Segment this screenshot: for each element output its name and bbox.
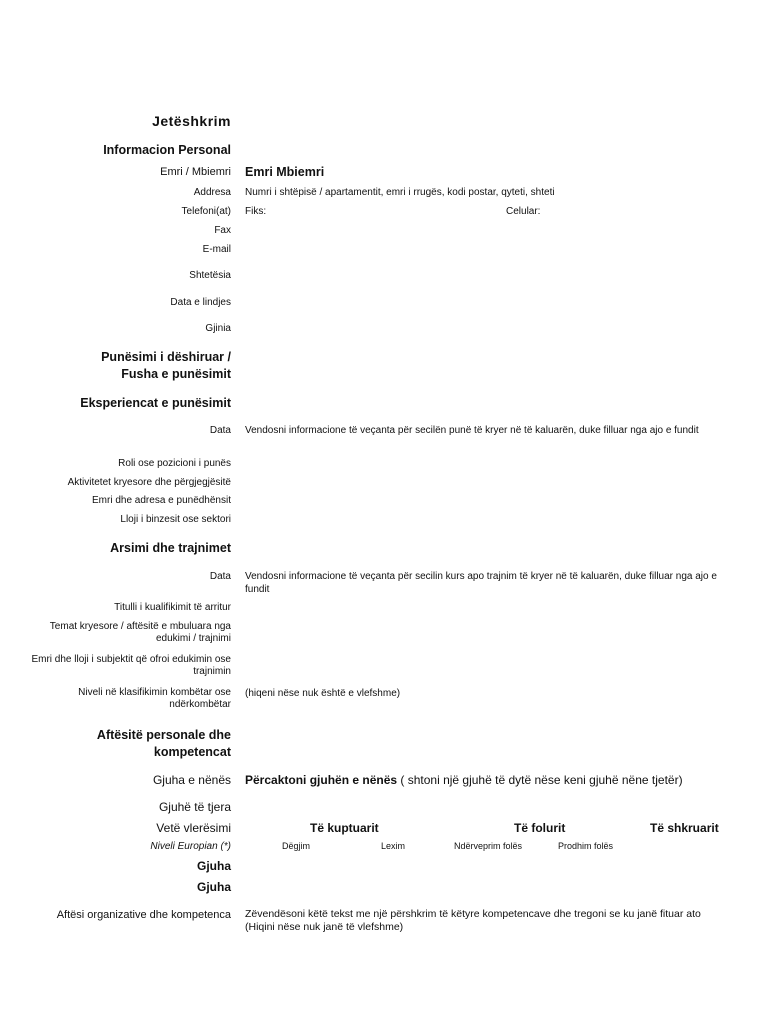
experience-heading: Eksperiencat e punësimit [80, 396, 231, 410]
education-date-label: Data [209, 571, 231, 582]
gender-label: Gjinia [205, 323, 231, 334]
classification-level-value: (hiqeni nëse nuk është e vlefshme) [245, 688, 401, 699]
phone-label: Telefoni(at) [181, 206, 231, 217]
phone-mobile: Celular: [506, 206, 541, 217]
email-label: E-mail [202, 244, 231, 255]
address-value: Numri i shtëpisë / apartamentit, emri i rrugës, kodi postar, qyteti, shteti [245, 187, 555, 198]
address-label: Addresa [193, 187, 231, 198]
education-heading: Arsimi dhe trajnimet [110, 541, 231, 555]
subjects-label: Temat kryesore / aftësitë e mbuluara nga edukimi / trajnimi [49, 621, 231, 644]
organizational-skills-value-1: Zëvendësoni këtë tekst me një përshkrim të këtyre kompetencave dhe tregoni se ku janë fituar ato [245, 908, 701, 920]
mother-tongue-value [245, 773, 683, 788]
employer-label: Emri dhe adresa e punëdhënsit [92, 495, 231, 506]
sub-listening: Dëgjim [282, 841, 311, 851]
education-date-value: Vendosni informacione të veçanta për secilin kurs apo trajnim të kryer në të kaluarën, duke filluar nga ajo e fundit [245, 571, 717, 595]
col-speaking: Të folurit [514, 821, 566, 835]
mother-tongue-label: Gjuha e nënës [152, 773, 231, 787]
activities-label: Aktivitetet kryesore dhe përgjegjësitë [67, 477, 231, 488]
birth-date-label: Data e lindjes [170, 297, 231, 308]
name-label: Emri / Mbiemri [160, 166, 231, 178]
sub-production: Prodhim folës [558, 841, 614, 851]
personal-info-heading: Informacion Personal [103, 143, 231, 157]
other-languages-label: Gjuhë të tjera [158, 800, 231, 814]
role-label: Roli ose pozicioni i punës [118, 458, 231, 469]
organizational-skills-label: Aftësi organizative dhe kompetenca [56, 909, 231, 921]
language-2-label: Gjuha [196, 880, 231, 894]
phone-fixed: Fiks: [245, 206, 267, 217]
col-writing: Të shkruarit [650, 821, 719, 835]
experience-date-label: Data [209, 425, 231, 436]
skills-heading-2: kompetencat [153, 745, 231, 759]
classification-level-label: Niveli në klasifikimin kombëtar ose ndërkombëtar [78, 687, 231, 710]
sub-interaction: Ndërveprim folës [454, 841, 523, 851]
qualification-label: Titulli i kualifikimit të arritur [114, 602, 231, 613]
name-value: Emri Mbiemri [245, 165, 325, 179]
mother-tongue-text: Përcaktoni gjuhën e nënës [245, 773, 398, 787]
sub-reading: Lexim [381, 841, 406, 851]
document-title: Jetëshkrim [152, 113, 231, 129]
european-level-label: Niveli Europian (*) [150, 841, 231, 852]
mother-tongue-note: ( shtoni një gjuhë të dytë nëse keni gjuhë nëne tjetër) [397, 773, 683, 787]
organizational-skills-value-2: (Hiqini nëse nuk janë të vlefshme) [245, 921, 404, 933]
skills-heading-1: Aftësitë personale dhe [96, 728, 231, 742]
language-1-label: Gjuha [196, 859, 231, 873]
experience-date-value: Vendosni informacione të veçanta për secilën punë të kryer në të kaluarën, duke filluar nga ajo e fundit [245, 425, 699, 436]
nationality-label: Shtetësia [189, 270, 231, 281]
desired-job-heading-2: Fusha e punësimit [121, 367, 231, 381]
col-understanding: Të kuptuarit [310, 821, 379, 835]
desired-job-heading-1: Punësimi i dëshiruar / [101, 350, 231, 364]
sector-label: Lloji i binzesit ose sektori [120, 514, 231, 525]
fax-label: Fax [214, 225, 231, 236]
self-assessment-label: Vetë vlerësimi [156, 821, 231, 835]
provider-label: Emri dhe lloji i subjektit që ofroi edukimin ose trajnimin [31, 654, 231, 677]
